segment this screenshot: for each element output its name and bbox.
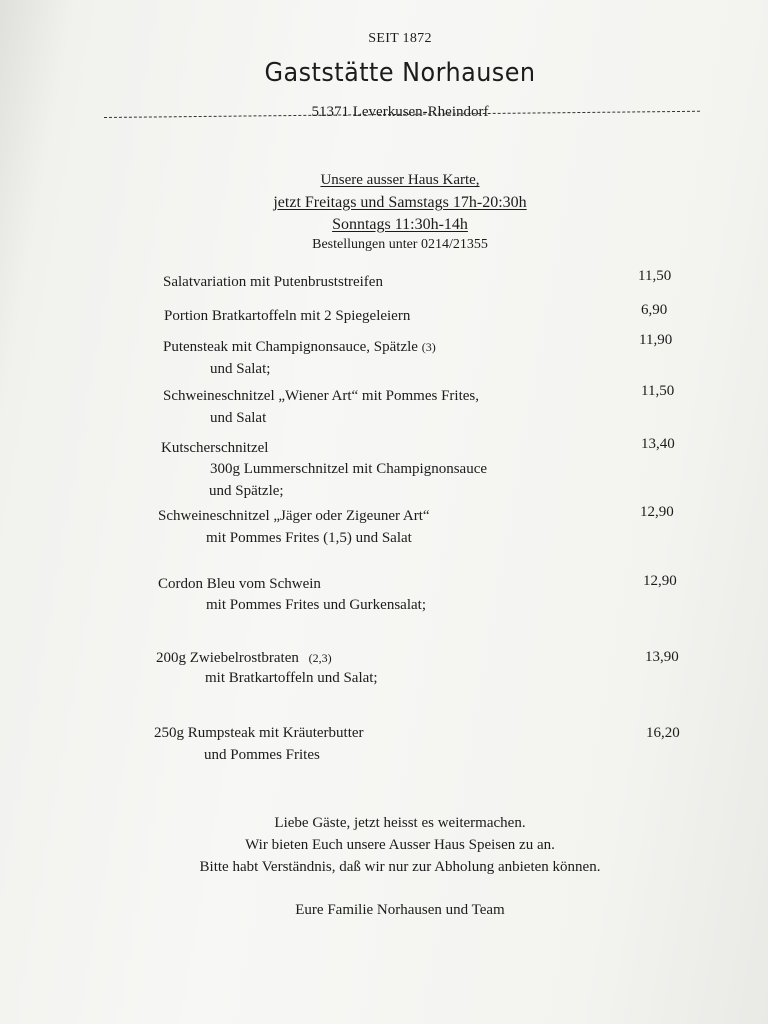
menu-item-detail: und Pommes Frites bbox=[204, 747, 320, 763]
menu-item-price: 13,40 bbox=[641, 436, 675, 452]
menu-item-name-line bbox=[156, 650, 332, 667]
restaurant-address: 51371 Leverkusen-Rheindorf bbox=[311, 104, 489, 120]
menu-item-price: 12,90 bbox=[640, 504, 674, 520]
established-year: SEIT 1872 bbox=[368, 31, 432, 46]
opening-hours-sunday: Sonntags 11:30h-14h bbox=[332, 216, 468, 233]
menu-heading: Unsere ausser Haus Karte, bbox=[320, 172, 480, 188]
menu-item-name: Cordon Bleu vom Schwein bbox=[158, 576, 321, 592]
menu-item-allergen-note: (2,3) bbox=[308, 651, 332, 665]
closing-message-line: Wir bieten Euch unsere Ausser Haus Speisen zu an. bbox=[245, 837, 555, 853]
menu-item-price: 11,50 bbox=[641, 383, 675, 399]
menu-item-name: Schweineschnitzel „Wiener Art“ mit Pommes Frites, bbox=[163, 388, 479, 404]
menu-item-price: 16,20 bbox=[646, 725, 680, 741]
menu-item-name: Salatvariation mit Putenbruststreifen bbox=[163, 274, 383, 290]
menu-item-name: Putensteak mit Champignonsauce, Spätzle bbox=[163, 339, 418, 355]
menu-item-price: 12,90 bbox=[643, 573, 677, 589]
menu-item-allergen-note: (3) bbox=[421, 340, 436, 354]
order-phone: Bestellungen unter 0214/21355 bbox=[312, 237, 488, 252]
menu-item-detail: und Salat; bbox=[210, 361, 271, 377]
menu-item-name: 250g Rumpsteak mit Kräuterbutter bbox=[154, 725, 364, 741]
menu-item-price: 13,90 bbox=[645, 649, 679, 665]
menu-item-name: Kutscherschnitzel bbox=[161, 440, 269, 456]
menu-item-name-line bbox=[163, 339, 436, 356]
closing-message-line: Liebe Gäste, jetzt heisst es weitermachen. bbox=[274, 815, 526, 831]
menu-item-detail: und Spätzle; bbox=[209, 483, 284, 499]
restaurant-name: Gaststätte Norhausen bbox=[264, 58, 536, 88]
closing-signature: Eure Familie Norhausen und Team bbox=[295, 902, 505, 918]
menu-item-price: 11,50 bbox=[638, 268, 672, 284]
closing-message-line: Bitte habt Verständnis, daß wir nur zur Abholung anbieten können. bbox=[199, 859, 601, 875]
menu-item-price: 11,90 bbox=[639, 332, 673, 348]
menu-item-name: Portion Bratkartoffeln mit 2 Spiegeleiern bbox=[164, 308, 411, 324]
opening-hours-weekend: jetzt Freitags und Samstags 17h-20:30h bbox=[273, 194, 527, 211]
menu-item-detail: 300g Lummerschnitzel mit Champignonsauce bbox=[210, 461, 488, 477]
menu-item-name: Schweineschnitzel „Jäger oder Zigeuner Art“ bbox=[158, 508, 430, 524]
menu-item-name: 200g Zwiebelrostbraten bbox=[156, 650, 299, 666]
menu-item-price: 6,90 bbox=[641, 302, 668, 318]
menu-item-detail: und Salat bbox=[210, 410, 267, 426]
menu-item-detail: mit Pommes Frites und Gurkensalat; bbox=[206, 597, 426, 613]
menu-item-detail: mit Pommes Frites (1,5) und Salat bbox=[206, 530, 412, 546]
menu-item-detail: mit Bratkartoffeln und Salat; bbox=[205, 670, 378, 686]
